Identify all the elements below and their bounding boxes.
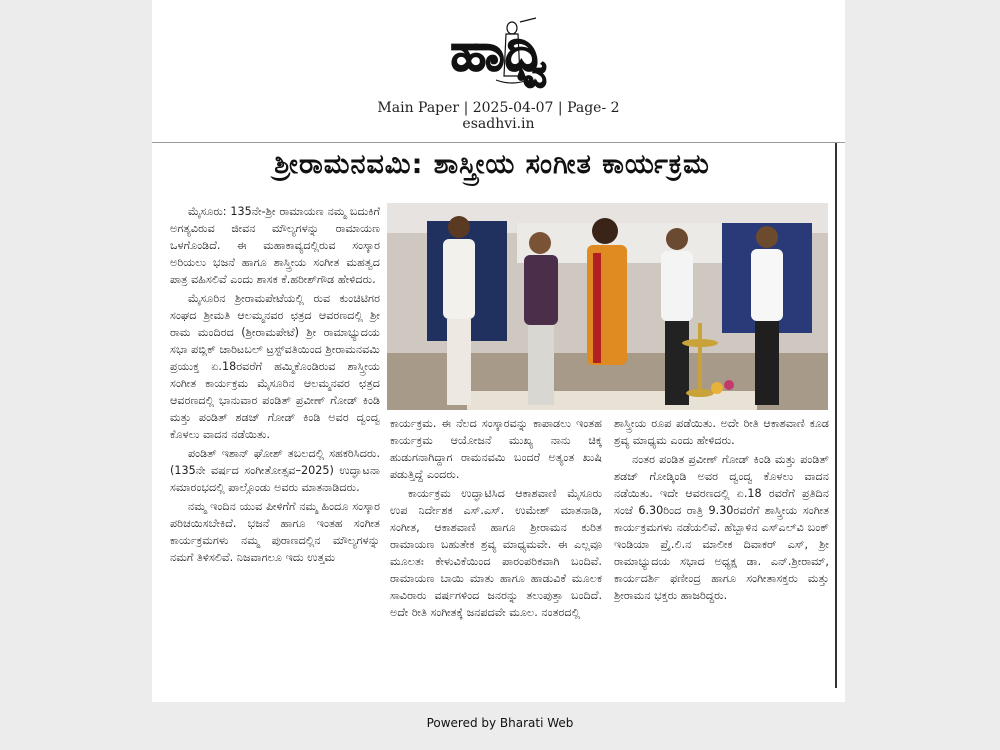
svg-text:ಹಾಧ್ವಿ: ಹಾಧ್ವಿ (450, 23, 548, 83)
event-photo-illustration (387, 203, 828, 410)
news-clipping (152, 143, 845, 702)
newspaper-logo[interactable] (404, 14, 594, 92)
article-paragraph: ಪಂಡಿತ್ ಇಶಾನ್ ಘೋಶ್ ತಬಲದಲ್ಲಿ ಸಹಕರಿಸಿದರು. (135ನೇ ವರ್ಷದ ಸಂಗೀತೋತ್ಸವ–2025) ಉದ್ಘಾಟನಾ ಸಮಾರಂಭದಲ್ಲಿ ಪಾಲ್ಗೊಂಡು ಅವರು ಮಾತನಾಡಿದರು. (170, 447, 380, 494)
article-column-3 (614, 415, 829, 690)
article-headline: ಶ್ರೀರಾಮನವಮಿ: ಶಾಸ್ತ್ರೀಯ ಸಂಗೀತ ಕಾರ್ಯಕ್ರಮ (274, 149, 710, 180)
article-paragraph: ಕಾರ್ಯಕ್ರಮ. ಈ ನೆಲದ ಸಂಸ್ಕಾರವನ್ನು ಕಾಪಾಡಲು ಇಂತಹ ಕಾರ್ಯಕ್ರಮ ಆಯೋಜನೆ ಮುಖ್ಯ ನಾನು ಚಿಕ್ಕ ಹುಡುಗನಾಗಿದ್ದಾಗ ರಾಮನವಮಿ ಬಂದರೆ ಅತ್ಯಂತ ಖುಷಿ ಪಡುತ್ತಿದ್ದೆ ಎಂದರು. (390, 417, 602, 481)
article-column-1 (170, 203, 380, 690)
article-paragraph: ಕಾರ್ಯಕ್ರಮ ಉದ್ಘಾಟಿಸಿದ ಆಕಾಶವಾಣಿ ಮೈಸೂರು ಉಪ ನಿರ್ದೇಶಕ ಎಸ್.ಎಸ್. ಉಮೇಶ್ ಮಾತನಾಡಿ, ಸಂಗೀತ, ಆಕಾಶವಾಣಿ ಹಾಗೂ ಶ್ರೀರಾಮನ ಕುರಿತ ರಾಮಾಯಣ ಬಹುತೇಕ ಶ್ರವ್ಯ ಮಾಧ್ಯಮವೇ. ಈ ಎಲ್ಲವೂ ಮೂಲತಃ ಕೇಳುವಿಕೆಯಿಂದ ಪಾರಂಪರಿಕವಾಗಿ ಬಂದಿವೆ. ರಾಮಾಯಣ ಬಾಯಿ ಮಾತು ಹಾಗೂ ಹಾಡುವಿಕೆ ಮೂಲಕ ಸಾವಿರಾರು ವರ್ಷಗಳಿಂದ ಜನರನ್ನು ತಲುಪುತ್ತಾ ಬಂದಿದೆ. ಅದೇ ರೀತಿ ಸಂಗೀತಕ್ಕೆ ಜನಪದವೇ ಮೂಲ. ನಂತರದಲ್ಲಿ (390, 487, 602, 619)
article-photo (387, 203, 828, 410)
newspaper-sheet (152, 0, 845, 702)
article-paragraph: ನಮ್ಮ ಇಂದಿನ ಯುವ ಪೀಳಿಗೆಗೆ ನಮ್ಮ ಹಿಂದೂ ಸಂಸ್ಕಾರ ಪರಿಚಯಿಸಬೇಕಿದೆ. ಭಜನೆ ಹಾಗೂ ಇಂತಹ ಸಂಗೀತ ಕಾರ್ಯಕ್ರಮಗಳು ನಮ್ಮ ಪುರಾಣದಲ್ಲಿನ ಮೌಲ್ಯಗಳನ್ನು ನಮಗೆ ತಿಳಿಸಲಿವೆ. ನಿಜವಾಗಲೂ ಇದು ಉತ್ತಮ (170, 500, 380, 564)
article-paragraph: ನಂತರ ಪಂಡಿತ ಪ್ರವೀಣ್ ಗೋಡ್ ಕಿಂಡಿ ಮತ್ತು ಪಂಡಿತ್ ಶಡಜ್ ಗೋಡ್ಕಿಂಡಿ ಅವರ ದ್ವಂದ್ವ ಕೊಳಲು ವಾದನ ನಡೆಯಿತು. ಇದೇ ಆವರಣದಲ್ಲಿ ಏ.18 ರವರೆಗೆ ಪ್ರತಿದಿನ ಸಂಜೆ 6.30ರಿಂದ ರಾತ್ರಿ 9.30ರವರೆಗೆ ಶಾಸ್ತ್ರೀಯ ಸಂಗೀತ ಕಾರ್ಯಕ್ರಮಗಳು ನಡೆಯಲಿವೆ. ಹೆಬ್ಬಾಳಿನ ಎಸ್‌ಎಲ್‌ವಿ ಬಂಕ್ ಇಂಡಿಯಾ ಪ್ರೈ.ಲಿ.ನ ಮಾಲೀಕ ದಿವಾಕರ್ ಎಸ್, ಶ್ರೀ ರಾಮಾಭ್ಯುದಯ ಸಭಾದ ಅಧ್ಯಕ್ಷ ಡಾ. ಎನ್.ಶ್ರೀರಾಮ್, ಕಾರ್ಯದರ್ಶಿ ಫಣೀಂದ್ರ ಹಾಗೂ ಸಂಗೀತಾಸಕ್ತರು ಮತ್ತು ಶ್ರೀರಾಮನ ಭಕ್ತರು ಹಾಜರಿದ್ದರು. (614, 453, 829, 602)
edition-meta: Main Paper | 2025-04-07 | Page- 2 (377, 100, 620, 116)
site-link[interactable]: esadhvi.in (462, 116, 535, 132)
article-paragraph: ಮೈಸೂರು: 135ನೇ-ಶ್ರೀ ರಾಮಾಯಣ ನಮ್ಮ ಬದುಕಿಗೆ ಅಗತ್ಯವಿರುವ ಜೀವನ ಮೌಲ್ಯಗಳನ್ನು ರಾಮಾಯಣ ಒಳಗೊಂಡಿದೆ. ಈ ಮಹಾಕಾವ್ಯದಲ್ಲಿರುವ ಸಂಸ್ಕಾರ ಅರಿಯಲು ಭಜನೆ ಹಾಗೂ ಶಾಸ್ತ್ರೀಯ ಸಂಗೀತ ಮಹತ್ವದ ಪಾತ್ರ ವಹಿಸಲಿವೆ ಎಂದು ಶಾಸಕ ಕೆ.ಹರೀಶ್‌ಗೌಡ ಹೇಳಿದರು. (170, 205, 380, 286)
masthead (152, 0, 845, 142)
article-paragraph: ಶಾಸ್ತ್ರೀಯ ರೂಪ ಪಡೆಯಿತು. ಅದೇ ರೀತಿ ಆಕಾಶವಾಣಿ ಕೂಡ ಶ್ರವ್ಯ ಮಾಧ್ಯಮ ಎಂದು ಹೇಳಿದರು. (614, 417, 829, 447)
powered-by-footer[interactable]: Powered by Bharati Web (426, 716, 574, 730)
clipping-border (835, 143, 837, 688)
article-column-2 (390, 415, 602, 690)
article-paragraph: ಮೈಸೂರಿನ ಶ್ರೀರಾಮಪೇಟೆಯಲ್ಲಿ ರುವ ಕುಂಚಿಟಿಗರ ಸಂಘದ ಶ್ರೀಮತಿ ಆಲಮ್ಮನವರ ಛತ್ರದ ಆವರಣದಲ್ಲಿ ಶ್ರೀ ರಾಮ ಮಂದಿರದ (ಶ್ರೀರಾಮಪೇಟೆ) ಶ್ರೀ ರಾಮಾಭ್ಯುದಯ ಸಭಾ ಪಬ್ಲಿಕ್ ಚಾರಿಟಬಲ್ ಟ್ರಸ್ಟ್‌ವತಿಯಿಂದ ಶ್ರೀರಾಮನವಮಿ ಪ್ರಯುಕ್ತ ಏ.18ರವರೆಗೆ ಹಮ್ಮಿಕೊಂಡಿರುವ ಶಾಸ್ತ್ರೀಯ ಸಂಗೀತ ಕಾರ್ಯಕ್ರಮ ಮೈಸೂರಿನ ಆಲಮ್ಮನವರ ಛತ್ರದ ಆವರಣದಲ್ಲಿ ಭಾನುವಾರ ಪಂಡಿತ್ ಪ್ರವೀಣ್ ಗೋಡ್ ಕಿಂಡಿ ಮತ್ತು ಪಂಡಿತ್ ಶಡಜ್ ಗೋಡ್ ಕಿಂಡಿ ಅವರ ದ್ವಂದ್ವ ಕೊಳಲು ವಾದನ ನಡೆಯಿತು. (170, 292, 380, 441)
